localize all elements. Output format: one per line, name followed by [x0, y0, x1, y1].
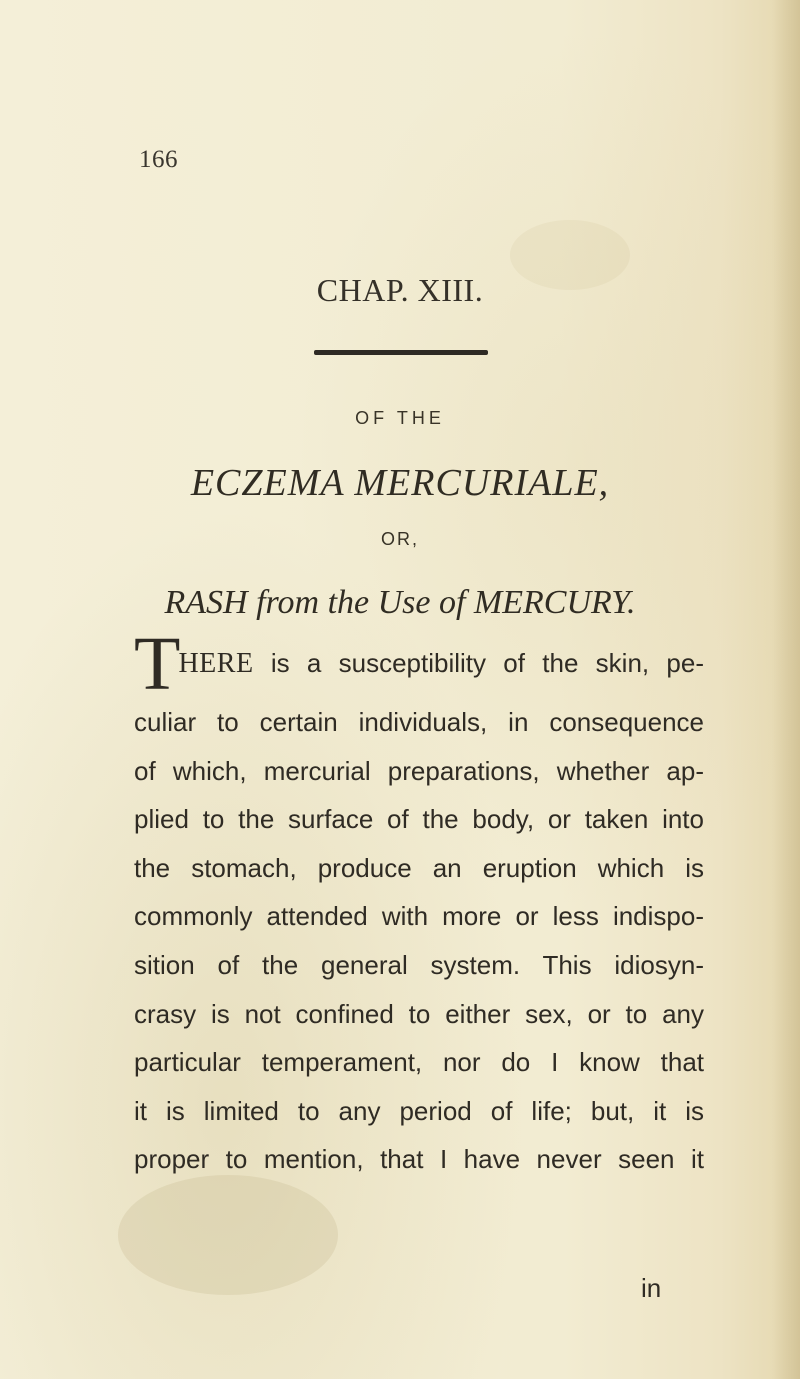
paragraph-line: particular temperament, nor do I know that [134, 1047, 704, 1078]
secondary-heading: RASH from the Use of MERCURY. [164, 584, 636, 621]
page-number: 166 [139, 146, 178, 173]
line-text: is a susceptibility of the skin, pe- [253, 648, 704, 678]
chapter-title: CHAP. XIII. [316, 272, 484, 308]
page-edge-shadow [772, 0, 800, 1379]
main-heading: ECZEMA MERCURIALE, [190, 462, 610, 504]
paragraph-line: the stomach, produce an eruption which is [134, 852, 704, 883]
section-label: OF THE [355, 408, 445, 428]
paper-stain [118, 1175, 338, 1295]
paragraph-line: proper to mention, that I have never seen it [134, 1144, 704, 1175]
chapter-rule [314, 350, 488, 355]
paragraph-line: of which, mercurial preparations, whether ap- [134, 755, 704, 786]
drop-cap: T [134, 622, 179, 706]
paragraph [134, 622, 704, 1184]
heading-connector: OR, [380, 529, 419, 549]
paragraph-line: it is limited to any period of life; but, it is [134, 1095, 704, 1126]
paragraph-line: commonly attended with more or less indispo- [134, 901, 704, 932]
small-caps-word: HERE [178, 648, 254, 679]
paragraph-line: plied to the surface of the body, or taken into [134, 804, 704, 835]
paragraph-line: culiar to certain individuals, in consequence [134, 707, 704, 737]
paragraph-line [134, 622, 704, 706]
paragraph-line: crasy is not confined to either sex, or to any [134, 998, 704, 1029]
catchword: in [641, 1273, 662, 1303]
paragraph-line: sition of the general system. This idiosyn- [134, 949, 704, 980]
